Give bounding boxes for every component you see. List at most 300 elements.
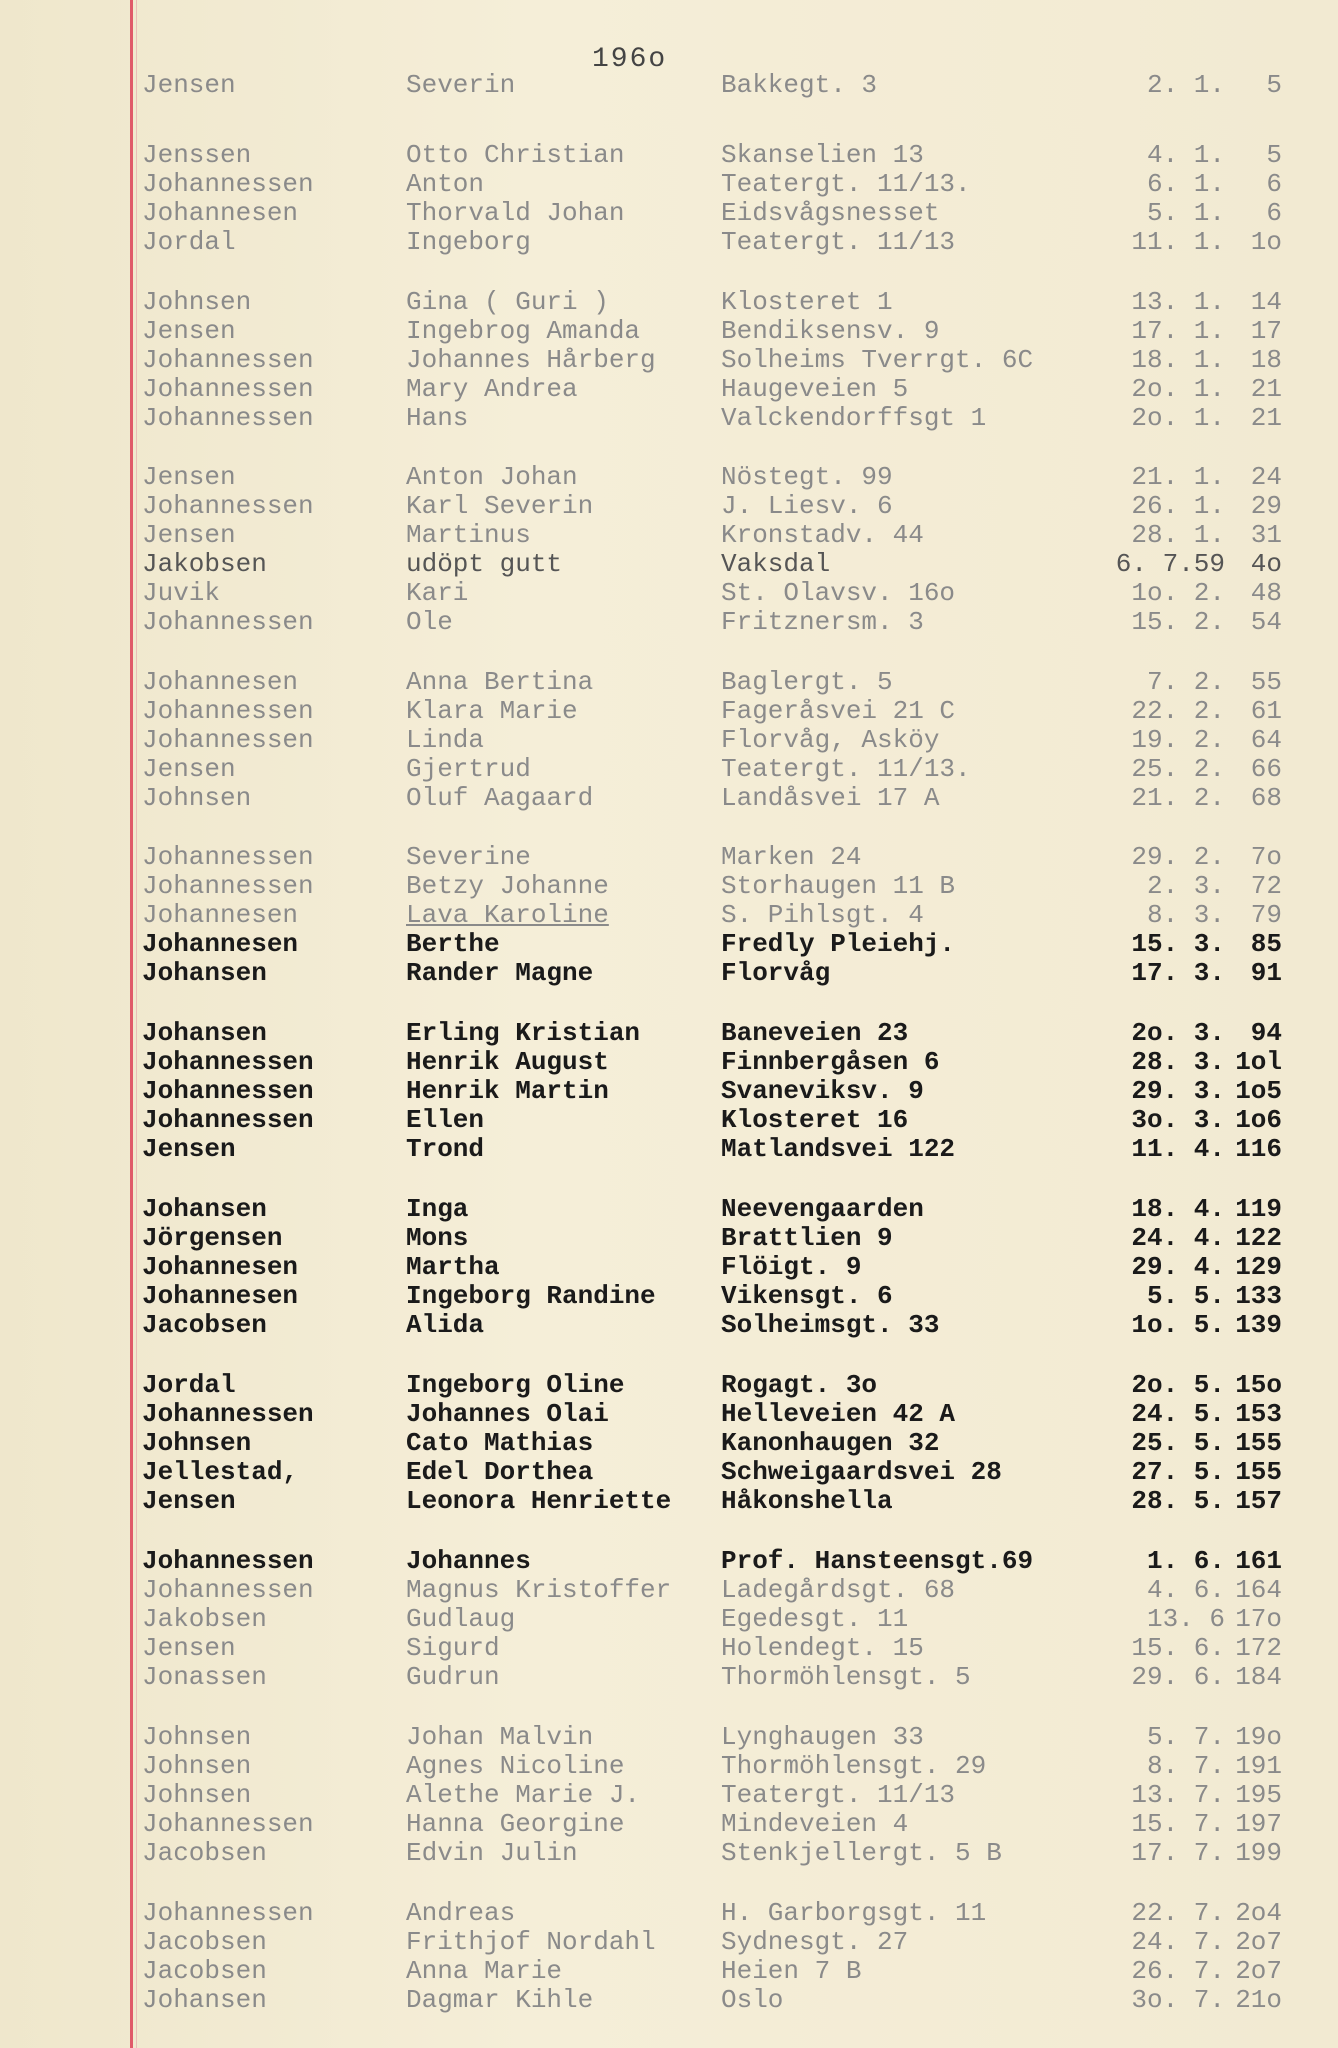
date-cell: 26. 7. [1131,1956,1225,1986]
entry-number-cell: 6 [1266,169,1282,199]
given-name-cell: Dagmar Kihle [406,1985,594,2015]
address-cell: S. Pihlsgt. 4 [721,900,924,930]
address-cell: Bakkegt. 3 [721,70,878,100]
entry-number-cell: 21 [1250,403,1282,433]
date-cell: 1o. 2. [1131,578,1225,608]
given-name-cell: Alida [406,1310,485,1340]
given-name-cell: Inga [406,1194,469,1224]
date-cell: 15. 6. [1131,1633,1225,1663]
register-entry [0,784,1338,813]
register-entry [0,1371,1338,1400]
given-name-cell: Gjertrud [406,754,531,784]
register-entry [0,579,1338,608]
given-name-cell: Johannes Olai [406,1399,609,1429]
surname-cell: Juvik [142,578,221,608]
address-cell: Finnbergåsen 6 [721,1047,940,1077]
given-name-cell: Hans [406,403,469,433]
surname-cell: Jörgensen [142,1223,283,1253]
entry-number-cell: 197 [1235,1809,1282,1839]
register-entry [0,1019,1338,1048]
date-cell: 2o. 3. [1131,1018,1225,1048]
register-entry [0,317,1338,346]
entry-number-cell: 1o6 [1235,1105,1282,1135]
register-entry [0,1400,1338,1429]
entry-number-cell: 1o [1250,227,1282,257]
address-cell: Haugeveien 5 [721,374,909,404]
register-entry [0,71,1338,100]
surname-cell: Jakobsen [142,549,267,579]
register-entry [0,872,1338,901]
given-name-cell: Berthe [406,929,500,959]
entry-number-cell: 7o [1250,842,1282,872]
surname-cell: Jonassen [142,1662,267,1692]
entry-number-cell: 157 [1235,1486,1282,1516]
register-entry [0,1077,1338,1106]
register-entry [0,1311,1338,1340]
register-entry [0,521,1338,550]
entry-number-cell: 54 [1250,607,1282,637]
date-cell: 3o. 7. [1131,1985,1225,2015]
address-cell: Brattlien 9 [721,1223,893,1253]
given-name-cell: Agnes Nicoline [406,1751,625,1781]
entry-number-cell: 139 [1235,1310,1282,1340]
given-name-cell: Linda [406,725,485,755]
date-cell: 15. 2. [1131,607,1225,637]
address-cell: Holendegt. 15 [721,1633,924,1663]
entry-number-cell: 21o [1235,1985,1282,2015]
surname-cell: Johannessen [142,842,314,872]
date-cell: 2o. 5. [1131,1370,1225,1400]
surname-cell: Johansen [142,1194,267,1224]
surname-cell: Johannessen [142,1047,314,1077]
date-cell: 24. 5. [1131,1399,1225,1429]
address-cell: Klosteret 1 [721,287,893,317]
address-cell: Nöstegt. 99 [721,462,893,492]
register-entry [0,1986,1338,2015]
given-name-cell: Johannes [406,1546,531,1576]
surname-cell: Jensen [142,316,236,346]
given-name-cell: Cato Mathias [406,1428,594,1458]
address-cell: Oslo [721,1985,784,2015]
address-cell: Prof. Hansteensgt.69 [721,1546,1034,1576]
entry-number-cell: 17 [1250,316,1282,346]
surname-cell: Johannesen [142,1281,299,1311]
given-name-cell: Hanna Georgine [406,1809,625,1839]
surname-cell: Johannessen [142,1105,314,1135]
given-name-cell: Thorvald Johan [406,198,625,228]
address-cell: Flöigt. 9 [721,1252,862,1282]
register-entry [0,346,1338,375]
entry-number-cell: 129 [1235,1252,1282,1282]
date-cell: 17. 7. [1131,1838,1225,1868]
given-name-cell: Anna Bertina [406,667,594,697]
entry-number-cell: 91 [1250,958,1282,988]
entry-number-cell: 17o [1235,1604,1282,1634]
entry-number-cell: 5 [1266,140,1282,170]
register-entry [0,1135,1338,1164]
given-name-cell: Andreas [406,1898,516,1928]
entry-number-cell: 119 [1235,1194,1282,1224]
surname-cell: Jakobsen [142,1604,267,1634]
date-cell: 13. 1. [1131,287,1225,317]
address-cell: Håkonshella [721,1486,893,1516]
address-cell: Stenkjellergt. 5 B [721,1838,1002,1868]
address-cell: Egedesgt. 11 [721,1604,909,1634]
page-year: 196o [592,44,668,75]
surname-cell: Johannesen [142,900,299,930]
given-name-cell: Severine [406,842,531,872]
surname-cell: Johannessen [142,725,314,755]
given-name-cell: Gudlaug [406,1604,516,1634]
register-entry [0,492,1338,521]
date-cell: 19. 2. [1131,725,1225,755]
register-entry [0,375,1338,404]
surname-cell: Jensen [142,754,236,784]
address-cell: Fageråsvei 21 C [721,696,956,726]
given-name-cell: Edvin Julin [406,1838,578,1868]
given-name-cell: Alethe Marie J. [406,1780,641,1810]
address-cell: Vaksdal [721,549,831,579]
date-cell: 28. 5. [1131,1486,1225,1516]
address-cell: Marken 24 [721,842,862,872]
entry-number-cell: 68 [1250,783,1282,813]
register-entry [0,1282,1338,1311]
given-name-cell: Mons [406,1223,469,1253]
given-name-cell: Ingeborg [406,227,531,257]
surname-cell: Jensen [142,462,236,492]
entry-number-cell: 199 [1235,1838,1282,1868]
date-cell: 6. 7.59 [1115,549,1225,579]
entry-number-cell: 133 [1235,1281,1282,1311]
entry-number-cell: 79 [1250,900,1282,930]
register-entry [0,199,1338,228]
address-cell: Storhaugen 11 B [721,871,956,901]
given-name-cell: Trond [406,1134,485,1164]
address-cell: Solheimsgt. 33 [721,1310,940,1340]
date-cell: 15. 3. [1131,929,1225,959]
entry-number-cell: 116 [1235,1134,1282,1164]
surname-cell: Johnsen [142,1428,252,1458]
register-entry [0,1224,1338,1253]
surname-cell: Johannessen [142,374,314,404]
register-entry [0,1106,1338,1135]
register-entry [0,1928,1338,1957]
register-entry [0,843,1338,872]
given-name-cell: Frithjof Nordahl [406,1927,656,1957]
address-cell: Solheims Tverrgt. 6C [721,345,1034,375]
date-cell: 17. 3. [1131,958,1225,988]
register-entry [0,1899,1338,1928]
address-cell: Klosteret 16 [721,1105,909,1135]
surname-cell: Johannessen [142,169,314,199]
address-cell: Helleveien 42 A [721,1399,956,1429]
surname-cell: Johannessen [142,491,314,521]
surname-cell: Jordal [142,227,236,257]
surname-cell: Johnsen [142,783,252,813]
register-entry [0,608,1338,637]
address-cell: Vikensgt. 6 [721,1281,893,1311]
address-cell: Sydnesgt. 27 [721,1927,909,1957]
date-cell: 2o. 1. [1131,374,1225,404]
register-entry [0,1458,1338,1487]
surname-cell: Johnsen [142,287,252,317]
surname-cell: Johansen [142,1985,267,2015]
given-name-cell: Henrik Martin [406,1076,609,1106]
date-cell: 4. 1. [1146,140,1225,170]
given-name-cell: Martha [406,1252,500,1282]
date-cell: 2. 1. [1146,70,1225,100]
register-entry [0,1253,1338,1282]
register-entry [0,755,1338,784]
date-cell: 8. 3. [1146,900,1225,930]
given-name-cell: Betzy Johanne [406,871,609,901]
given-name-cell: Rander Magne [406,958,594,988]
address-cell: Bendiksensv. 9 [721,316,940,346]
entry-number-cell: 172 [1235,1633,1282,1663]
register-entry [0,1048,1338,1077]
register-entry [0,697,1338,726]
register-entry [0,930,1338,959]
entry-number-cell: 21 [1250,374,1282,404]
entry-number-cell: 122 [1235,1223,1282,1253]
surname-cell: Johannessen [142,871,314,901]
date-cell: 29. 2. [1131,842,1225,872]
surname-cell: Johannessen [142,403,314,433]
date-cell: 29. 3. [1131,1076,1225,1106]
surname-cell: Johannessen [142,345,314,375]
address-cell: Matlandsvei 122 [721,1134,956,1164]
surname-cell: Johannessen [142,1575,314,1605]
register-entry [0,1957,1338,1986]
surname-cell: Jensen [142,1633,236,1663]
surname-cell: Johannessen [142,1399,314,1429]
address-cell: H. Garborgsgt. 11 [721,1898,987,1928]
date-cell: 3o. 3. [1131,1105,1225,1135]
entry-number-cell: 4o [1250,549,1282,579]
surname-cell: Johannesen [142,198,299,228]
given-name-cell: Ellen [406,1105,485,1135]
register-entry [0,901,1338,930]
given-name-cell: Gudrun [406,1662,500,1692]
date-cell: 8. 7. [1146,1751,1225,1781]
address-cell: Thormöhlensgt. 29 [721,1751,987,1781]
surname-cell: Johannessen [142,607,314,637]
address-cell: Skanselien 13 [721,140,924,170]
date-cell: 22. 7. [1131,1898,1225,1928]
register-entry [0,1195,1338,1224]
given-name-cell: Johannes Hårberg [406,345,656,375]
date-cell: 2. 3. [1146,871,1225,901]
given-name-cell: Otto Christian [406,140,625,170]
address-cell: Schweigaardsvei 28 [721,1457,1002,1487]
entry-number-cell: 94 [1250,1018,1282,1048]
entry-number-cell: 161 [1235,1546,1282,1576]
register-entry [0,1781,1338,1810]
entry-number-cell: 72 [1250,871,1282,901]
address-cell: St. Olavsv. 16o [721,578,956,608]
date-cell: 22. 2. [1131,696,1225,726]
register-entry [0,170,1338,199]
surname-cell: Johannessen [142,1898,314,1928]
surname-cell: Jacobsen [142,1927,267,1957]
given-name-cell: Anton Johan [406,462,578,492]
register-entry [0,1605,1338,1634]
surname-cell: Johannessen [142,1809,314,1839]
given-name-cell: Mary Andrea [406,374,578,404]
register-entry [0,1752,1338,1781]
date-cell: 2o. 1. [1131,403,1225,433]
entry-number-cell: 155 [1235,1457,1282,1487]
given-name-cell: Anton [406,169,485,199]
entry-number-cell: 1o5 [1235,1076,1282,1106]
address-cell: Rogagt. 3o [721,1370,878,1400]
entry-number-cell: 1ol [1235,1047,1282,1077]
surname-cell: Jacobsen [142,1956,267,1986]
entry-number-cell: 184 [1235,1662,1282,1692]
entry-number-cell: 2o7 [1235,1927,1282,1957]
address-cell: Heien 7 B [721,1956,862,1986]
address-cell: Fritznersm. 3 [721,607,924,637]
given-name-cell: Erling Kristian [406,1018,641,1048]
register-entry [0,463,1338,492]
surname-cell: Johnsen [142,1722,252,1752]
date-cell: 11. 4. [1131,1134,1225,1164]
register-entry [0,141,1338,170]
date-cell: 18. 1. [1131,345,1225,375]
entry-number-cell: 15o [1235,1370,1282,1400]
given-name-cell: Ingeborg Oline [406,1370,625,1400]
register-entry [0,288,1338,317]
address-cell: Teatergt. 11/13 [721,227,956,257]
entry-number-cell: 6 [1266,198,1282,228]
surname-cell: Jacobsen [142,1838,267,1868]
date-cell: 27. 5. [1131,1457,1225,1487]
entry-number-cell: 2o7 [1235,1956,1282,1986]
address-cell: J. Liesv. 6 [721,491,893,521]
surname-cell: Johannessen [142,1546,314,1576]
entry-number-cell: 24 [1250,462,1282,492]
entry-number-cell: 31 [1250,520,1282,550]
surname-cell: Johannessen [142,696,314,726]
given-name-cell: Johan Malvin [406,1722,594,1752]
address-cell: Ladegårdsgt. 68 [721,1575,956,1605]
register-entry [0,1487,1338,1516]
given-name-cell: Kari [406,578,469,608]
register-entry [0,1547,1338,1576]
register-entry [0,1429,1338,1458]
given-name-cell: Martinus [406,520,531,550]
address-cell: Kanonhaugen 32 [721,1428,940,1458]
entry-number-cell: 195 [1235,1780,1282,1810]
address-cell: Fredly Pleiehj. [721,929,956,959]
date-cell: 24. 7. [1131,1927,1225,1957]
entry-number-cell: 164 [1235,1575,1282,1605]
given-name-cell: Lava Karoline [406,900,609,930]
address-cell: Neevengaarden [721,1194,924,1224]
register-entry [0,1576,1338,1605]
date-cell: 25. 5. [1131,1428,1225,1458]
entry-number-cell: 155 [1235,1428,1282,1458]
date-cell: 6. 1. [1146,169,1225,199]
surname-cell: Jacobsen [142,1310,267,1340]
entry-number-cell: 66 [1250,754,1282,784]
date-cell: 13. 7. [1131,1780,1225,1810]
entry-number-cell: 55 [1250,667,1282,697]
address-cell: Baglergt. 5 [721,667,893,697]
address-cell: Landåsvei 17 A [721,783,940,813]
date-cell: 11. 1. [1131,227,1225,257]
surname-cell: Johnsen [142,1780,252,1810]
register-entry [0,404,1338,433]
date-cell: 21. 2. [1131,783,1225,813]
date-cell: 5. 5. [1146,1281,1225,1311]
given-name-cell: udöpt gutt [406,549,563,579]
entry-number-cell: 191 [1235,1751,1282,1781]
address-cell: Teatergt. 11/13. [721,754,971,784]
address-cell: Valckendorffsgt 1 [721,403,987,433]
date-cell: 26. 1. [1131,491,1225,521]
register-entry [0,959,1338,988]
surname-cell: Johannessen [142,1076,314,1106]
date-cell: 5. 1. [1146,198,1225,228]
surname-cell: Jenssen [142,140,252,170]
surname-cell: Jensen [142,520,236,550]
entry-number-cell: 153 [1235,1399,1282,1429]
register-entry [0,668,1338,697]
date-cell: 5. 7. [1146,1722,1225,1752]
register-entry [0,1723,1338,1752]
entry-number-cell: 14 [1250,287,1282,317]
register-entry [0,228,1338,257]
date-cell: 15. 7. [1131,1809,1225,1839]
date-cell: 1. 6. [1146,1546,1225,1576]
given-name-cell: Henrik August [406,1047,609,1077]
address-cell: Kronstadv. 44 [721,520,924,550]
register-entry [0,726,1338,755]
date-cell: 29. 6. [1131,1662,1225,1692]
given-name-cell: Karl Severin [406,491,594,521]
entry-number-cell: 29 [1250,491,1282,521]
given-name-cell: Ingeborg Randine [406,1281,656,1311]
address-cell: Thormöhlensgt. 5 [721,1662,971,1692]
given-name-cell: Anna Marie [406,1956,563,1986]
date-cell: 1o. 5. [1131,1310,1225,1340]
register-entry [0,1839,1338,1868]
date-cell: 7. 2. [1146,667,1225,697]
register-entry [0,1810,1338,1839]
date-cell: 24. 4. [1131,1223,1225,1253]
entry-number-cell: 85 [1250,929,1282,959]
surname-cell: Jensen [142,1486,236,1516]
given-name-cell: Klara Marie [406,696,578,726]
address-cell: Svaneviksv. 9 [721,1076,924,1106]
surname-cell: Jensen [142,1134,236,1164]
address-cell: Florvåg [721,958,831,988]
date-cell: 17. 1. [1131,316,1225,346]
given-name-cell: Ingebrog Amanda [406,316,641,346]
register-entry [0,1663,1338,1692]
given-name-cell: Ole [406,607,453,637]
surname-cell: Johansen [142,958,267,988]
address-cell: Teatergt. 11/13 [721,1780,956,1810]
entry-number-cell: 61 [1250,696,1282,726]
surname-cell: Johansen [142,1018,267,1048]
given-name-cell: Leonora Henriette [406,1486,672,1516]
date-cell: 28. 3. [1131,1047,1225,1077]
surname-cell: Johannesen [142,1252,299,1282]
surname-cell: Jordal [142,1370,236,1400]
date-cell: 4. 6. [1146,1575,1225,1605]
